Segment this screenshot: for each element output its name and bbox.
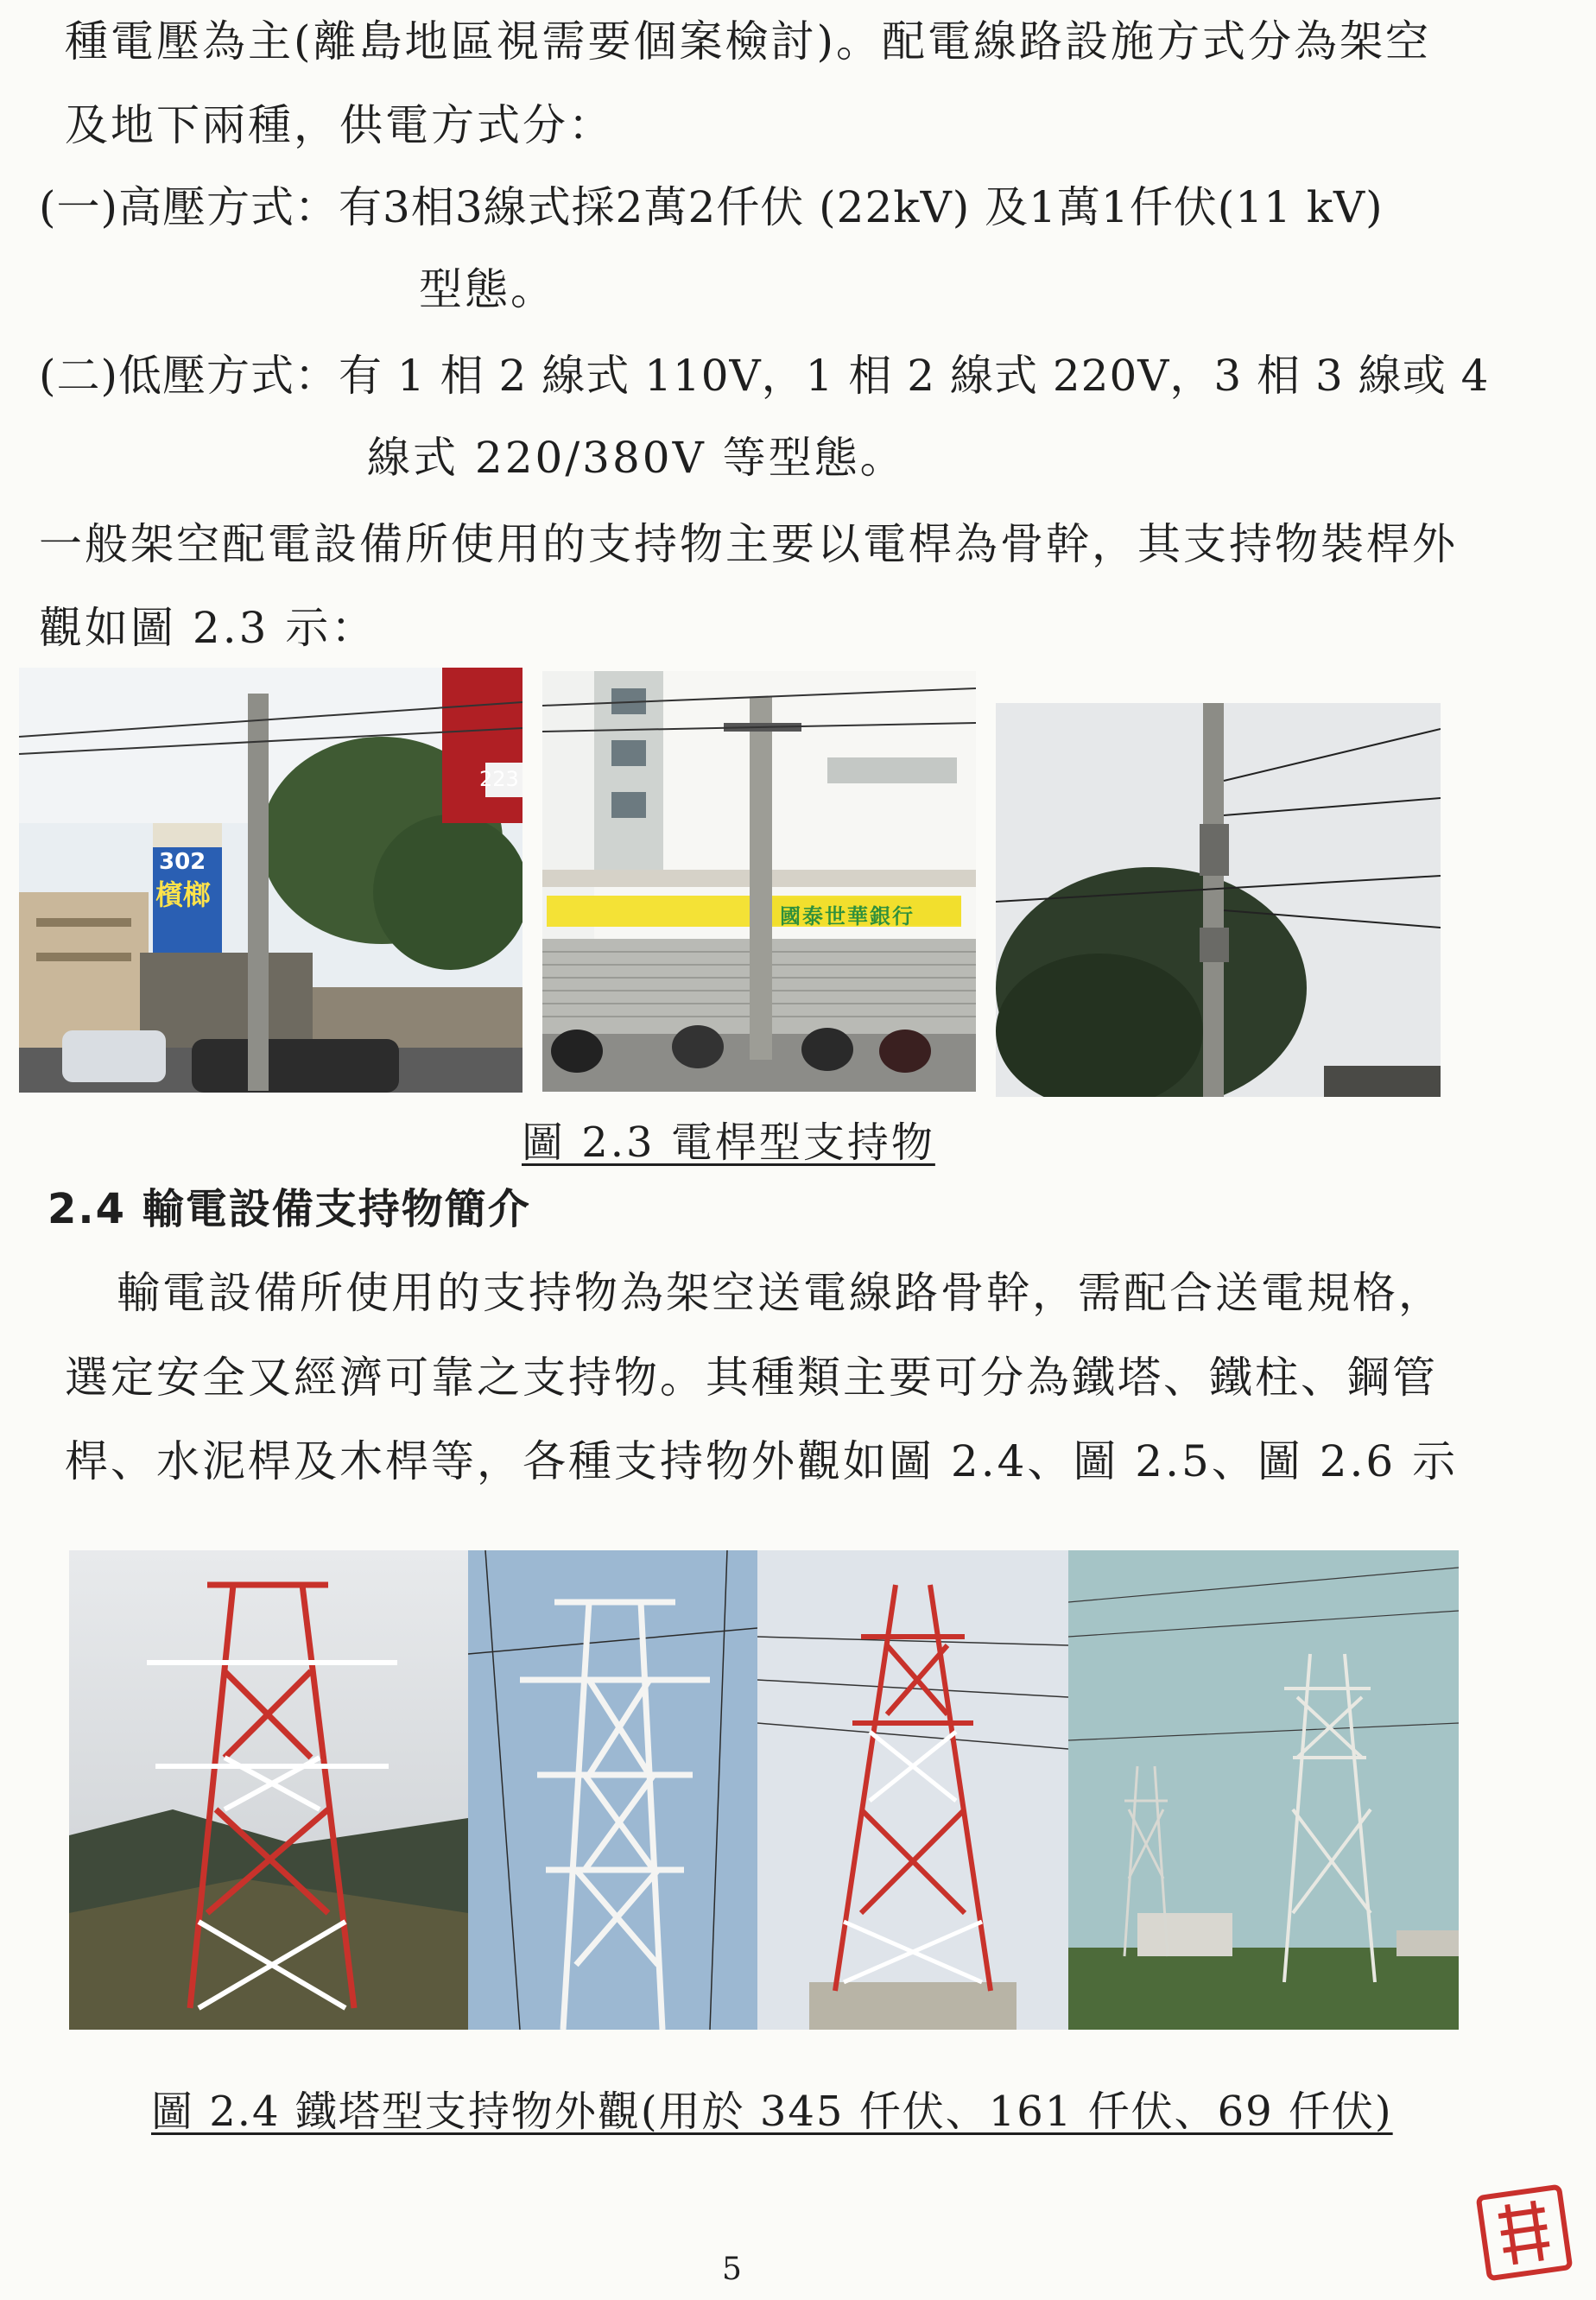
section-2-4-para-line-3: 桿、水泥桿及木桿等，各種支持物外觀如圖 2.4、圖 2.5、圖 2.6 示 — [65, 1436, 1459, 1486]
street-sign-text: 檳榔 — [155, 878, 212, 911]
tower-photo-blue-sky — [468, 1550, 757, 2030]
section-2-4-heading: 2.4 輸電設備支持物簡介 — [48, 1185, 531, 1233]
pole-photo-street — [19, 668, 522, 1093]
pole-photo-tree — [996, 703, 1441, 1097]
figure-2-3-caption: 圖 2.3 電桿型支持物 — [522, 1118, 935, 1167]
low-voltage-item: (二)低壓方式：有 1 相 2 線式 110V，1 相 2 線式 220V，3 相 3 線或 4 — [39, 351, 1490, 401]
high-voltage-item: (一)高壓方式：有3相3線式採2萬2仟伏 (22kV) 及1萬1仟伏(11 kV) — [39, 182, 1384, 232]
section-2-4-para-line-2: 選定安全又經濟可靠之支持物。其種類主要可分為鐵塔、鐵柱、鋼管 — [65, 1353, 1438, 1403]
shop-sign-number: 223 — [479, 767, 519, 791]
pole-photo-bank — [542, 671, 976, 1092]
street-sign-number: 302 — [159, 849, 206, 875]
paragraph-line-1: 種電壓為主(離島地區視需要個案檢討)。配電線路設施方式分為架空 — [65, 16, 1432, 67]
high-voltage-item-cont: 型態。 — [419, 264, 556, 314]
tower-photo-field — [1068, 1550, 1459, 2030]
page-number: 5 — [722, 2252, 742, 2287]
paragraph-line-2: 及地下兩種，供電方式分： — [65, 100, 614, 150]
red-seal-stamp — [1468, 2176, 1580, 2289]
low-voltage-item-cont: 線式 220/380V 等型態。 — [367, 433, 906, 483]
pole-intro-line-1: 一般架空配電設備所使用的支持物主要以電桿為骨幹，其支持物裝桿外 — [39, 519, 1458, 569]
bank-sign: 國泰世華銀行 — [780, 904, 915, 928]
tower-photo-red-white — [757, 1550, 1068, 2030]
section-2-4-para-line-1: 輸電設備所使用的支持物為架空送電線路骨幹，需配合送電規格， — [117, 1268, 1444, 1318]
figure-2-4-caption: 圖 2.4 鐵塔型支持物外觀(用於 345 仟伏、161 仟伏、69 仟伏) — [151, 2088, 1393, 2136]
pole-intro-line-2: 觀如圖 2.3 示： — [39, 603, 377, 653]
tower-photo-hillside — [69, 1550, 468, 2030]
